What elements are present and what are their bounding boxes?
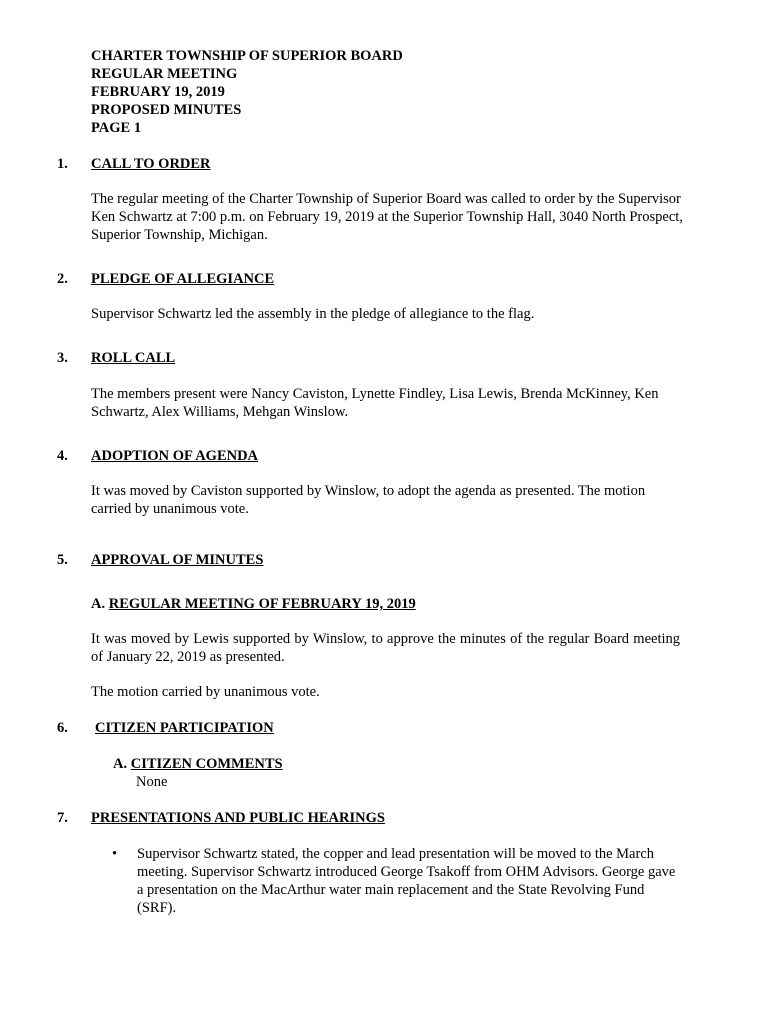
- section-2-title: PLEDGE OF ALLEGIANCE: [91, 271, 275, 287]
- section-1-number: 1.: [57, 156, 68, 172]
- section-7-number: 7.: [57, 810, 68, 826]
- header-meeting-type: REGULAR MEETING: [91, 66, 238, 82]
- section-7-title: PRESENTATIONS AND PUBLIC HEARINGS: [91, 810, 385, 826]
- header-title: CHARTER TOWNSHIP OF SUPERIOR BOARD: [91, 48, 403, 64]
- section-5-subheading: [91, 595, 416, 613]
- section-6-sub-text: None: [136, 774, 168, 790]
- section-6-number: 6.: [57, 720, 68, 736]
- section-5-title: APPROVAL OF MINUTES: [91, 552, 264, 568]
- header-date: FEBRUARY 19, 2019: [91, 84, 225, 100]
- section-6-sub-title: CITIZEN COMMENTS: [130, 756, 283, 772]
- section-4-title: ADOPTION OF AGENDA: [91, 448, 259, 464]
- section-5-text: It was moved by Lewis supported by Winslow, to approve the minutes of the regular Board meeting of January 22, 2019 as presented.: [91, 631, 680, 665]
- bullet-icon: •: [112, 846, 118, 862]
- section-3-title: ROLL CALL: [91, 350, 176, 366]
- section-2-number: 2.: [57, 271, 68, 287]
- section-1-text: The regular meeting of the Charter Township of Superior Board was called to order by the Supervisor Ken Schwartz at 7:00 p.m. on February 19, 2019 at the Superior Township Hall, 3040 North Prospect, Superior Township, Michigan.: [91, 191, 683, 243]
- section-1-title: CALL TO ORDER: [91, 156, 211, 172]
- section-5-number: 5.: [57, 552, 68, 568]
- section-5-text-2: The motion carried by unanimous vote.: [91, 684, 320, 700]
- header-doc-type: PROPOSED MINUTES: [91, 102, 242, 118]
- section-4-number: 4.: [57, 448, 68, 464]
- header-page: PAGE 1: [91, 120, 142, 136]
- section-3-number: 3.: [57, 350, 68, 366]
- section-5-sub-title: REGULAR MEETING OF FEBRUARY 19, 2019: [108, 596, 416, 612]
- section-3-text: The members present were Nancy Caviston, Lynette Findley, Lisa Lewis, Brenda McKinney, Ken Schwartz, Alex Williams, Mehgan Winslow.: [91, 386, 659, 420]
- section-4-text: It was moved by Caviston supported by Winslow, to adopt the agenda as presented. The motion carried by unanimous vote.: [91, 483, 646, 517]
- section-2-text: Supervisor Schwartz led the assembly in the pledge of allegiance to the flag.: [91, 306, 535, 322]
- section-6-sub-letter: A.: [113, 756, 128, 772]
- section-6-subheading: [113, 755, 283, 773]
- section-6-title: CITIZEN PARTICIPATION: [95, 720, 274, 736]
- section-5-sub-letter: A.: [91, 596, 106, 612]
- section-7-bullet-text: Supervisor Schwartz stated, the copper and lead presentation will be moved to the March meeting. Supervisor Schwartz introduced George Tsakoff from OHM Advisors. George gave a presentation on the MacArthur water main replacement and the State Revolving Fund (SRF).: [137, 846, 676, 916]
- document-header: [91, 47, 403, 137]
